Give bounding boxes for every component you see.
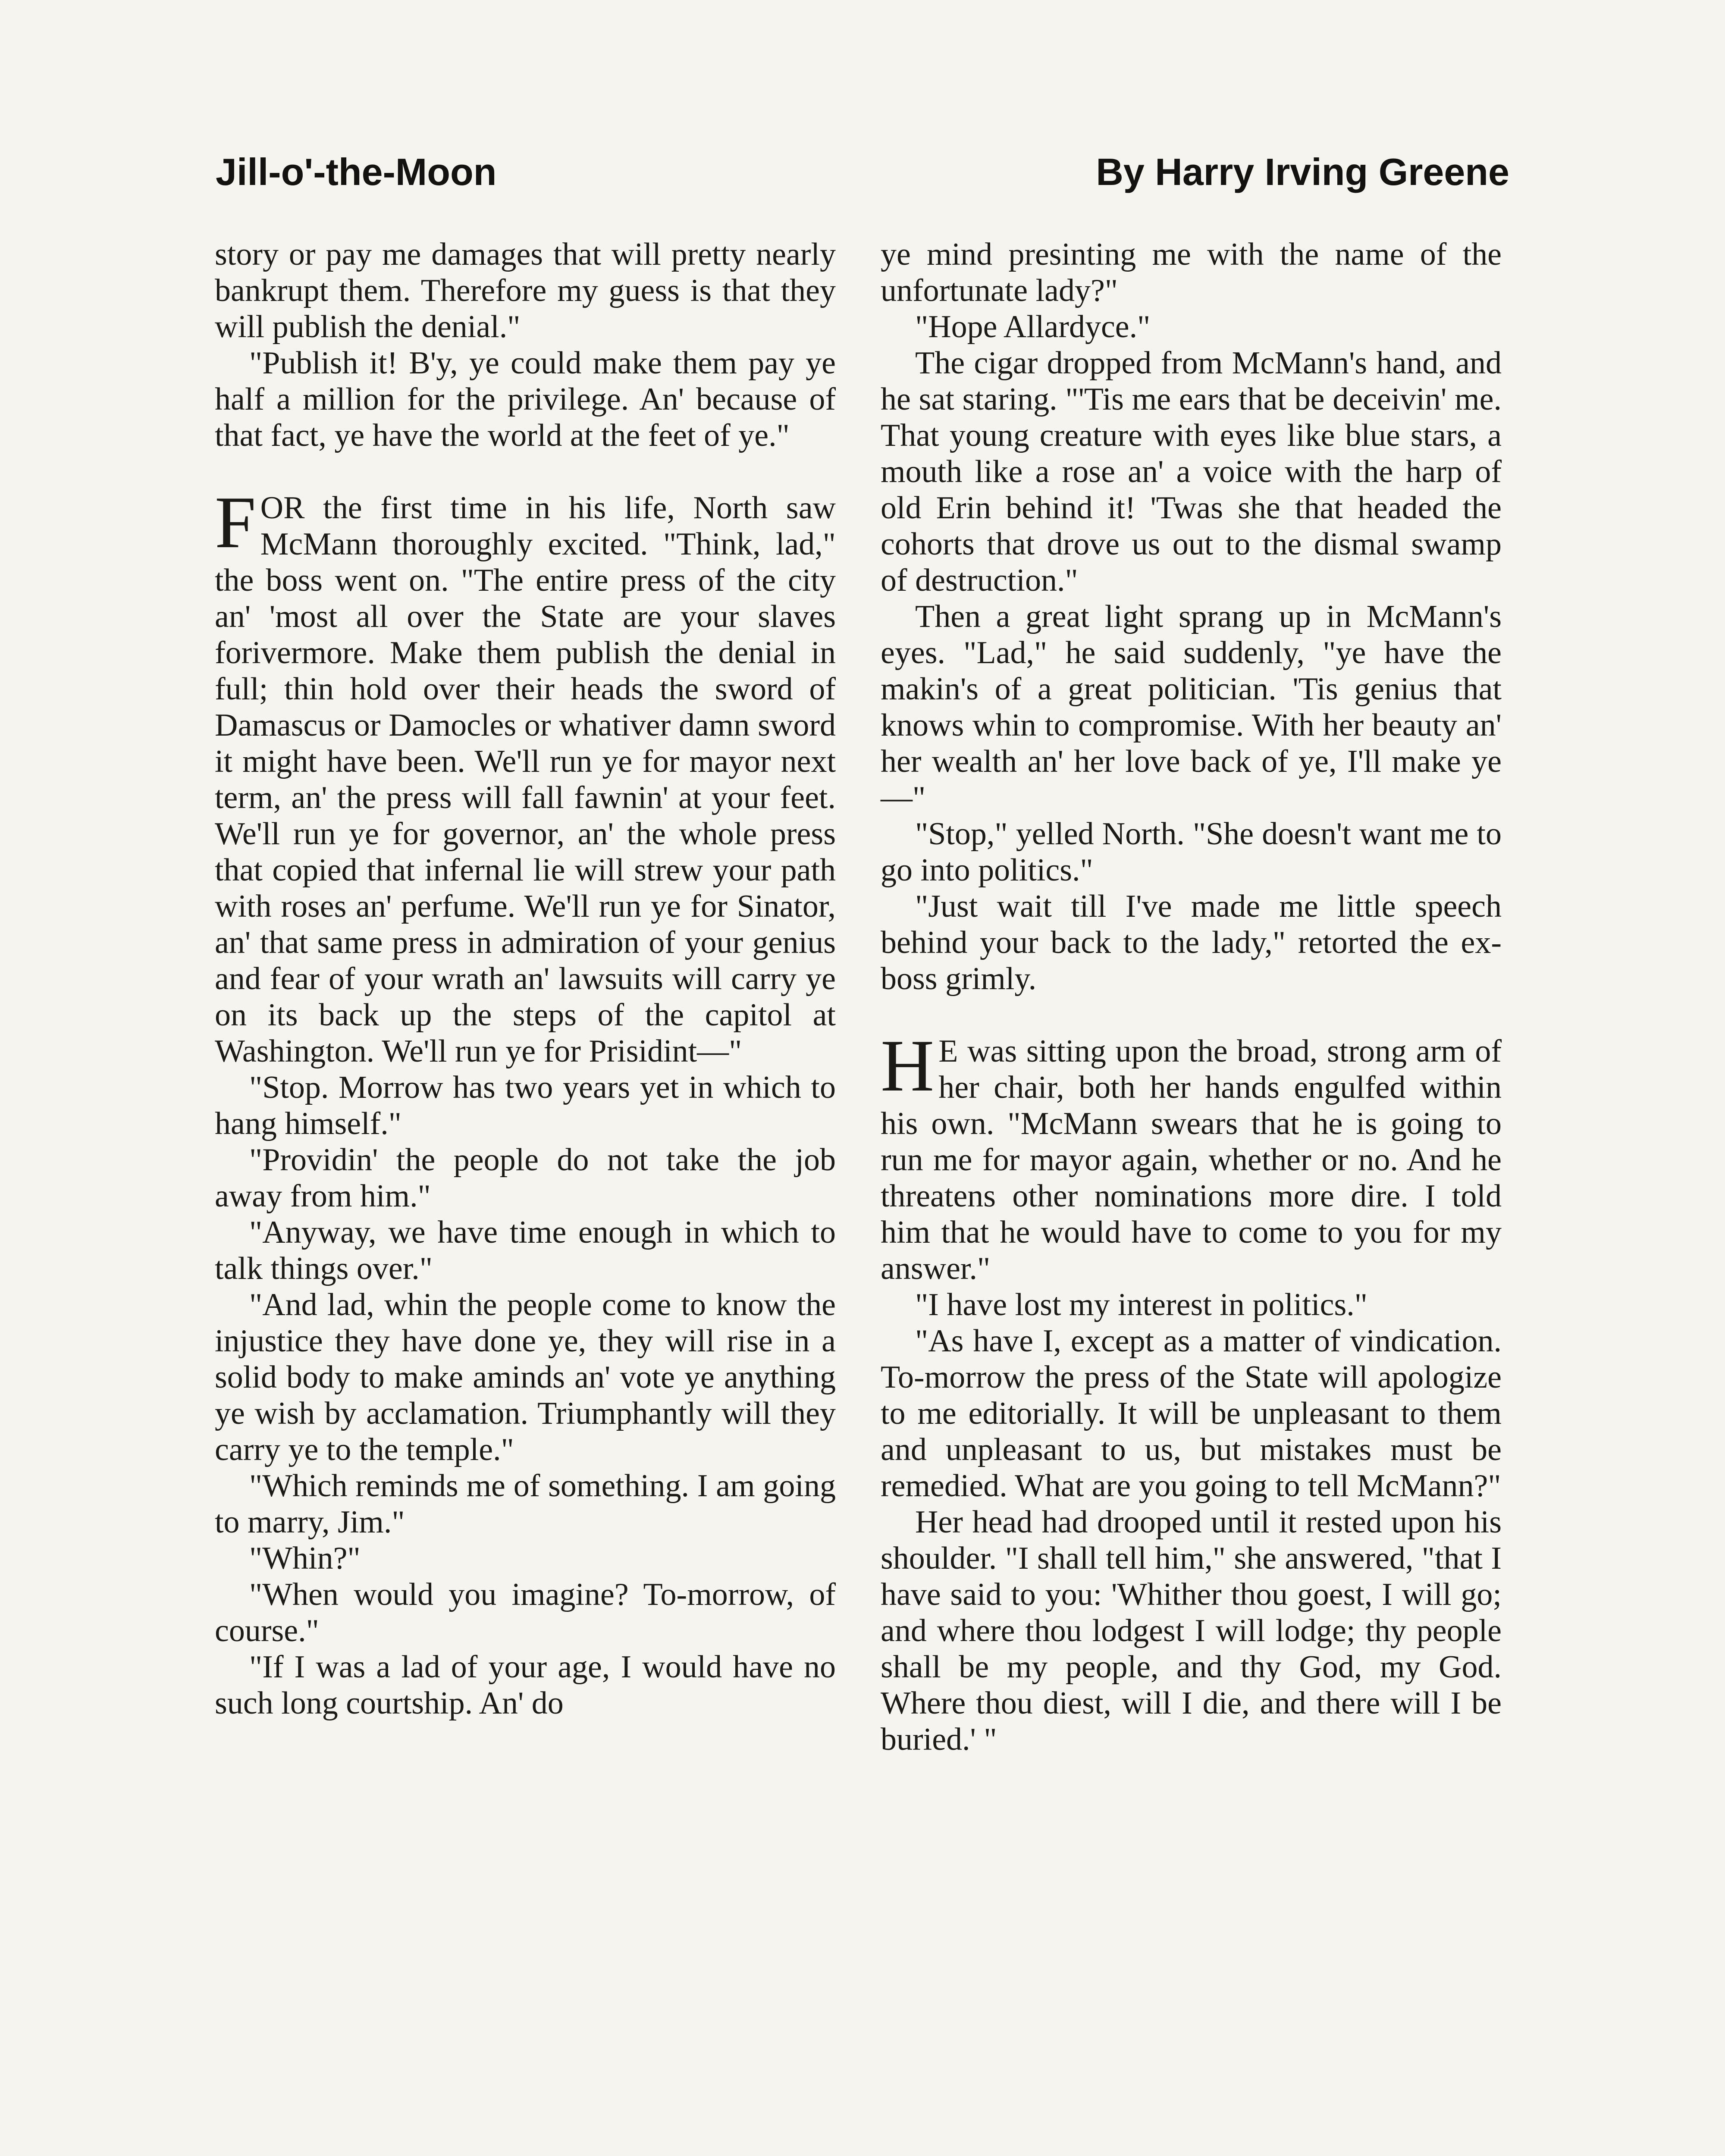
paragraph: ye mind presinting me with the name of the unfortunate lady?" xyxy=(881,237,1502,308)
paragraph: "Providin' the people do not take the job away from him." xyxy=(215,1142,836,1214)
paragraph: "Which reminds me of something. I am going to marry, Jim." xyxy=(215,1468,836,1540)
right-column xyxy=(881,236,1502,1758)
paragraph: story or pay me damages that will pretty nearly bankrupt them. Therefore my guess is that they will publish the denial." xyxy=(215,237,836,345)
paragraph: "If I was a lad of your age, I would have no such long courtship. An' do xyxy=(215,1649,836,1721)
paragraph: "Publish it! B'y, ye could make them pay ye half a million for the privilege. An' because of that fact, ye have the world at the feet of ye." xyxy=(215,345,836,453)
paragraph-text: OR the first time in his life, North saw McMann thoroughly excited. "Think, lad," the boss went on. "The entire press of the city an' 'most all over the State are your slaves forivermore. Make them publish the denial in full; thin hold over their heads the sword of Damascus or Damocles or whativer damn sword it might have been. We'll run ye for mayor next term, an' the press will fall fawnin' at your feet. We'll run ye for governor, an' the whole press that copied that infernal lie will strew your path with roses an' perfume. We'll run ye for Sinator, an' that same press in admiration of your genius and fear of your wrath an' lawsuits will carry ye on its back up the steps of the capitol at Washington. We'll run ye for Prisidint—" xyxy=(215,490,836,1069)
paragraph: "Stop," yelled North. "She doesn't want me to go into politics." xyxy=(881,816,1502,888)
paragraph: "Anyway, we have time enough in which to talk things over." xyxy=(215,1215,836,1286)
paragraph: Her head had drooped until it rested upon his shoulder. "I shall tell him," she answered, "that I have said to you: 'Whither thou goest, I will go; and where thou lodgest I will lodge; thy people shall be my people, and thy God, my God. Where thou diest, will I die, and there will I be buried.' " xyxy=(881,1504,1502,1757)
section-paragraph xyxy=(881,1025,1502,1287)
paragraph: "As have I, except as a matter of vindication. To-morrow the press of the State will apologize to me editorially. It will be unpleasant to them and unpleasant to us, but mistakes must be remedied. What are you going to tell McMann?" xyxy=(881,1323,1502,1504)
paragraph: Then a great light sprang up in McMann's eyes. "Lad," he said suddenly, "ye have the makin's of a great politician. 'Tis genius that knows whin to compromise. With her beauty an' her wealth an' her love back of ye, I'll make ye—" xyxy=(881,599,1502,815)
left-column xyxy=(215,236,836,1721)
paragraph: "Hope Allardyce." xyxy=(915,309,1151,345)
paragraph: "Whin?" xyxy=(249,1541,361,1576)
paragraph: "Just wait till I've made me little speech behind your back to the lady," retorted the ex-boss grimly. xyxy=(881,889,1502,997)
drop-cap: F xyxy=(215,482,256,564)
section-paragraph xyxy=(215,482,836,1069)
paragraph: "When would you imagine? To-morrow, of course." xyxy=(215,1577,836,1648)
paragraph-text: E was sitting upon the broad, strong arm of her chair, both her hands engulfed within his own. "McMann swears that he is going to run me for mayor again, whether or no. And he threatens other nominations more dire. I told him that he would have to come to you for my answer." xyxy=(881,1034,1502,1286)
drop-cap: H xyxy=(881,1025,935,1107)
paragraph: "And lad, whin the people come to know the injustice they have done ye, they will rise in a solid body to make aminds an' vote ye anything ye wish by acclamation. Triumphantly will they carry ye to the temple." xyxy=(215,1287,836,1467)
paragraph: "Stop. Morrow has two years yet in which to hang himself." xyxy=(215,1070,836,1141)
story-author: By Harry Irving Greene xyxy=(1096,150,1509,193)
paragraph: The cigar dropped from McMann's hand, and he sat staring. "'Tis me ears that be deceivin' me. That young creature with eyes like blue stars, a mouth like a rose an' a voice with the harp of old Erin behind it! 'Twas she that headed the cohorts that drove us out to the dismal swamp of destruction." xyxy=(881,345,1502,598)
paragraph: "I have lost my interest in politics." xyxy=(915,1287,1367,1322)
story-title: Jill-o'-the-Moon xyxy=(216,150,497,193)
